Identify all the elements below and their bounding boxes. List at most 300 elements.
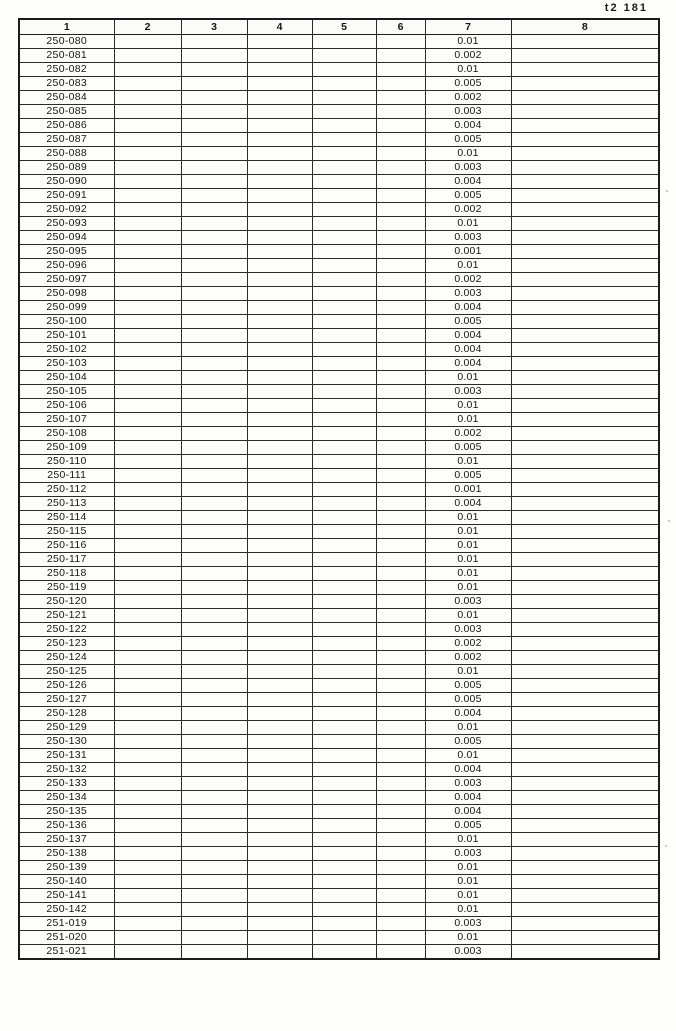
empty-cell xyxy=(376,525,425,539)
empty-cell xyxy=(312,287,376,301)
table-row xyxy=(19,189,659,203)
empty-cell xyxy=(312,399,376,413)
row-id-cell: 250-112 xyxy=(19,483,114,497)
empty-cell xyxy=(247,343,312,357)
table-row xyxy=(19,693,659,707)
empty-cell xyxy=(312,413,376,427)
empty-cell xyxy=(312,595,376,609)
empty-cell xyxy=(312,301,376,315)
empty-cell xyxy=(114,623,181,637)
row-id-cell: 250-110 xyxy=(19,455,114,469)
row-value-cell: 0.01 xyxy=(425,525,511,539)
empty-cell xyxy=(181,903,247,917)
empty-cell xyxy=(376,861,425,875)
empty-cell xyxy=(376,567,425,581)
row-id-cell: 250-086 xyxy=(19,119,114,133)
empty-cell xyxy=(247,875,312,889)
empty-cell xyxy=(511,273,659,287)
empty-cell xyxy=(511,259,659,273)
table-row xyxy=(19,567,659,581)
empty-cell xyxy=(312,511,376,525)
empty-cell xyxy=(376,63,425,77)
row-value-cell: 0.003 xyxy=(425,945,511,960)
row-id-cell: 250-105 xyxy=(19,385,114,399)
empty-cell xyxy=(376,301,425,315)
row-id-cell: 250-087 xyxy=(19,133,114,147)
table-row xyxy=(19,623,659,637)
row-value-cell: 0.004 xyxy=(425,805,511,819)
empty-cell xyxy=(312,161,376,175)
row-id-cell: 250-084 xyxy=(19,91,114,105)
empty-cell xyxy=(511,49,659,63)
row-value-cell: 0.003 xyxy=(425,105,511,119)
empty-cell xyxy=(114,35,181,49)
empty-cell xyxy=(247,273,312,287)
empty-cell xyxy=(312,217,376,231)
table-row xyxy=(19,805,659,819)
row-id-cell: 250-111 xyxy=(19,469,114,483)
table-row xyxy=(19,595,659,609)
empty-cell xyxy=(247,287,312,301)
row-value-cell: 0.002 xyxy=(425,427,511,441)
empty-cell xyxy=(181,763,247,777)
table-row xyxy=(19,525,659,539)
empty-cell xyxy=(114,707,181,721)
empty-cell xyxy=(312,791,376,805)
empty-cell xyxy=(247,49,312,63)
scan-speck xyxy=(666,190,668,192)
row-value-cell: 0.01 xyxy=(425,371,511,385)
empty-cell xyxy=(181,567,247,581)
empty-cell xyxy=(247,217,312,231)
row-value-cell: 0.005 xyxy=(425,469,511,483)
empty-cell xyxy=(511,161,659,175)
empty-cell xyxy=(376,763,425,777)
column-header: 6 xyxy=(376,19,425,35)
empty-cell xyxy=(181,77,247,91)
empty-cell xyxy=(511,525,659,539)
column-header: 8 xyxy=(511,19,659,35)
empty-cell xyxy=(312,119,376,133)
empty-cell xyxy=(181,49,247,63)
empty-cell xyxy=(247,833,312,847)
row-id-cell: 250-125 xyxy=(19,665,114,679)
empty-cell xyxy=(312,623,376,637)
empty-cell xyxy=(511,385,659,399)
empty-cell xyxy=(511,343,659,357)
empty-cell xyxy=(376,665,425,679)
empty-cell xyxy=(181,637,247,651)
empty-cell xyxy=(114,483,181,497)
empty-cell xyxy=(181,329,247,343)
table-row xyxy=(19,91,659,105)
empty-cell xyxy=(511,413,659,427)
empty-cell xyxy=(376,819,425,833)
empty-cell xyxy=(511,735,659,749)
empty-cell xyxy=(312,917,376,931)
empty-cell xyxy=(376,469,425,483)
empty-cell xyxy=(376,623,425,637)
empty-cell xyxy=(114,875,181,889)
empty-cell xyxy=(511,777,659,791)
empty-cell xyxy=(247,693,312,707)
row-value-cell: 0.01 xyxy=(425,931,511,945)
empty-cell xyxy=(376,735,425,749)
empty-cell xyxy=(247,581,312,595)
empty-cell xyxy=(247,161,312,175)
row-id-cell: 250-103 xyxy=(19,357,114,371)
table-row xyxy=(19,735,659,749)
empty-cell xyxy=(511,231,659,245)
empty-cell xyxy=(376,287,425,301)
column-header: 2 xyxy=(114,19,181,35)
empty-cell xyxy=(376,231,425,245)
empty-cell xyxy=(376,189,425,203)
row-value-cell: 0.01 xyxy=(425,581,511,595)
row-id-cell: 250-117 xyxy=(19,553,114,567)
empty-cell xyxy=(181,539,247,553)
row-id-cell: 250-127 xyxy=(19,693,114,707)
empty-cell xyxy=(114,231,181,245)
row-id-cell: 250-090 xyxy=(19,175,114,189)
table-row xyxy=(19,77,659,91)
empty-cell xyxy=(312,679,376,693)
empty-cell xyxy=(114,441,181,455)
empty-cell xyxy=(247,441,312,455)
empty-cell xyxy=(511,903,659,917)
empty-cell xyxy=(511,175,659,189)
row-id-cell: 250-139 xyxy=(19,861,114,875)
empty-cell xyxy=(181,231,247,245)
row-value-cell: 0.003 xyxy=(425,161,511,175)
empty-cell xyxy=(312,91,376,105)
empty-cell xyxy=(114,861,181,875)
empty-cell xyxy=(511,651,659,665)
empty-cell xyxy=(247,637,312,651)
empty-cell xyxy=(511,105,659,119)
empty-cell xyxy=(247,35,312,49)
row-value-cell: 0.004 xyxy=(425,119,511,133)
empty-cell xyxy=(511,441,659,455)
empty-cell xyxy=(376,119,425,133)
empty-cell xyxy=(511,819,659,833)
empty-cell xyxy=(247,679,312,693)
empty-cell xyxy=(376,917,425,931)
table-row xyxy=(19,203,659,217)
row-id-cell: 250-131 xyxy=(19,749,114,763)
table-row xyxy=(19,903,659,917)
empty-cell xyxy=(181,175,247,189)
empty-cell xyxy=(114,315,181,329)
empty-cell xyxy=(247,917,312,931)
row-id-cell: 250-096 xyxy=(19,259,114,273)
row-value-cell: 0.005 xyxy=(425,315,511,329)
empty-cell xyxy=(181,805,247,819)
empty-cell xyxy=(376,791,425,805)
row-value-cell: 0.002 xyxy=(425,91,511,105)
row-id-cell: 250-080 xyxy=(19,35,114,49)
empty-cell xyxy=(511,133,659,147)
empty-cell xyxy=(312,553,376,567)
empty-cell xyxy=(376,945,425,960)
empty-cell xyxy=(511,553,659,567)
empty-cell xyxy=(312,203,376,217)
empty-cell xyxy=(181,63,247,77)
empty-cell xyxy=(511,35,659,49)
table-row xyxy=(19,637,659,651)
row-value-cell: 0.002 xyxy=(425,651,511,665)
empty-cell xyxy=(247,455,312,469)
empty-cell xyxy=(376,91,425,105)
empty-cell xyxy=(511,679,659,693)
row-id-cell: 250-081 xyxy=(19,49,114,63)
table-row xyxy=(19,161,659,175)
empty-cell xyxy=(376,553,425,567)
empty-cell xyxy=(114,595,181,609)
row-value-cell: 0.004 xyxy=(425,175,511,189)
empty-cell xyxy=(114,917,181,931)
empty-cell xyxy=(247,329,312,343)
row-value-cell: 0.01 xyxy=(425,553,511,567)
empty-cell xyxy=(312,525,376,539)
empty-cell xyxy=(247,525,312,539)
empty-cell xyxy=(511,931,659,945)
empty-cell xyxy=(181,35,247,49)
empty-cell xyxy=(181,777,247,791)
empty-cell xyxy=(312,931,376,945)
empty-cell xyxy=(511,511,659,525)
table-header-row xyxy=(19,19,659,35)
row-id-cell: 250-118 xyxy=(19,567,114,581)
empty-cell xyxy=(312,371,376,385)
empty-cell xyxy=(312,147,376,161)
empty-cell xyxy=(511,707,659,721)
empty-cell xyxy=(114,553,181,567)
empty-cell xyxy=(114,525,181,539)
empty-cell xyxy=(181,315,247,329)
empty-cell xyxy=(181,945,247,960)
empty-cell xyxy=(376,315,425,329)
row-value-cell: 0.003 xyxy=(425,287,511,301)
row-id-cell: 250-102 xyxy=(19,343,114,357)
empty-cell xyxy=(376,35,425,49)
empty-cell xyxy=(511,203,659,217)
empty-cell xyxy=(247,847,312,861)
empty-cell xyxy=(511,847,659,861)
empty-cell xyxy=(114,245,181,259)
empty-cell xyxy=(114,399,181,413)
empty-cell xyxy=(181,665,247,679)
empty-cell xyxy=(312,133,376,147)
empty-cell xyxy=(376,805,425,819)
empty-cell xyxy=(511,77,659,91)
empty-cell xyxy=(181,455,247,469)
empty-cell xyxy=(181,917,247,931)
empty-cell xyxy=(247,413,312,427)
row-value-cell: 0.01 xyxy=(425,665,511,679)
empty-cell xyxy=(376,161,425,175)
empty-cell xyxy=(312,343,376,357)
empty-cell xyxy=(376,399,425,413)
empty-cell xyxy=(312,861,376,875)
row-id-cell: 250-135 xyxy=(19,805,114,819)
empty-cell xyxy=(376,483,425,497)
empty-cell xyxy=(312,735,376,749)
empty-cell xyxy=(114,567,181,581)
empty-cell xyxy=(181,203,247,217)
empty-cell xyxy=(114,161,181,175)
empty-cell xyxy=(181,553,247,567)
empty-cell xyxy=(376,259,425,273)
empty-cell xyxy=(511,399,659,413)
empty-cell xyxy=(247,861,312,875)
empty-cell xyxy=(181,245,247,259)
empty-cell xyxy=(511,147,659,161)
empty-cell xyxy=(376,637,425,651)
empty-cell xyxy=(511,889,659,903)
empty-cell xyxy=(181,357,247,371)
empty-cell xyxy=(511,91,659,105)
row-value-cell: 0.01 xyxy=(425,889,511,903)
table-row xyxy=(19,301,659,315)
row-value-cell: 0.004 xyxy=(425,343,511,357)
empty-cell xyxy=(511,371,659,385)
table-row xyxy=(19,49,659,63)
row-value-cell: 0.01 xyxy=(425,875,511,889)
row-id-cell: 250-107 xyxy=(19,413,114,427)
table-row xyxy=(19,539,659,553)
table-row xyxy=(19,763,659,777)
empty-cell xyxy=(247,903,312,917)
empty-cell xyxy=(181,707,247,721)
empty-cell xyxy=(376,511,425,525)
column-header: 7 xyxy=(425,19,511,35)
row-id-cell: 250-100 xyxy=(19,315,114,329)
empty-cell xyxy=(114,763,181,777)
row-value-cell: 0.01 xyxy=(425,609,511,623)
empty-cell xyxy=(511,917,659,931)
row-value-cell: 0.002 xyxy=(425,203,511,217)
table-row xyxy=(19,875,659,889)
empty-cell xyxy=(312,441,376,455)
table-row xyxy=(19,497,659,511)
empty-cell xyxy=(312,483,376,497)
empty-cell xyxy=(376,441,425,455)
empty-cell xyxy=(181,595,247,609)
empty-cell xyxy=(376,721,425,735)
empty-cell xyxy=(312,427,376,441)
empty-cell xyxy=(312,665,376,679)
empty-cell xyxy=(376,833,425,847)
empty-cell xyxy=(114,385,181,399)
empty-cell xyxy=(376,595,425,609)
table-row xyxy=(19,133,659,147)
empty-cell xyxy=(247,259,312,273)
row-id-cell: 250-095 xyxy=(19,245,114,259)
empty-cell xyxy=(181,469,247,483)
table-row xyxy=(19,889,659,903)
table-row xyxy=(19,385,659,399)
table-row xyxy=(19,273,659,287)
empty-cell xyxy=(312,63,376,77)
empty-cell xyxy=(312,833,376,847)
row-value-cell: 0.002 xyxy=(425,49,511,63)
empty-cell xyxy=(181,721,247,735)
row-id-cell: 250-134 xyxy=(19,791,114,805)
empty-cell xyxy=(312,581,376,595)
empty-cell xyxy=(181,889,247,903)
empty-cell xyxy=(247,889,312,903)
empty-cell xyxy=(247,665,312,679)
empty-cell xyxy=(114,175,181,189)
empty-cell xyxy=(376,651,425,665)
table-row xyxy=(19,945,659,960)
empty-cell xyxy=(247,91,312,105)
empty-cell xyxy=(114,77,181,91)
column-header: 4 xyxy=(247,19,312,35)
empty-cell xyxy=(312,357,376,371)
empty-cell xyxy=(181,749,247,763)
empty-cell xyxy=(247,371,312,385)
table-row xyxy=(19,777,659,791)
empty-cell xyxy=(511,427,659,441)
empty-cell xyxy=(181,875,247,889)
empty-cell xyxy=(312,329,376,343)
empty-cell xyxy=(181,259,247,273)
empty-cell xyxy=(181,91,247,105)
empty-cell xyxy=(114,469,181,483)
empty-cell xyxy=(114,259,181,273)
row-value-cell: 0.01 xyxy=(425,721,511,735)
row-value-cell: 0.003 xyxy=(425,623,511,637)
empty-cell xyxy=(114,105,181,119)
empty-cell xyxy=(181,301,247,315)
row-id-cell: 250-122 xyxy=(19,623,114,637)
empty-cell xyxy=(181,525,247,539)
empty-cell xyxy=(312,539,376,553)
empty-cell xyxy=(114,847,181,861)
empty-cell xyxy=(376,679,425,693)
empty-cell xyxy=(511,945,659,960)
empty-cell xyxy=(376,105,425,119)
table-row xyxy=(19,749,659,763)
row-value-cell: 0.005 xyxy=(425,679,511,693)
empty-cell xyxy=(247,315,312,329)
empty-cell xyxy=(376,245,425,259)
empty-cell xyxy=(312,945,376,960)
empty-cell xyxy=(312,315,376,329)
empty-cell xyxy=(114,63,181,77)
row-value-cell: 0.01 xyxy=(425,35,511,49)
empty-cell xyxy=(114,819,181,833)
row-value-cell: 0.01 xyxy=(425,413,511,427)
empty-cell xyxy=(376,175,425,189)
row-value-cell: 0.001 xyxy=(425,483,511,497)
table-row xyxy=(19,511,659,525)
empty-cell xyxy=(376,413,425,427)
empty-cell xyxy=(312,469,376,483)
empty-cell xyxy=(511,119,659,133)
empty-cell xyxy=(247,175,312,189)
empty-cell xyxy=(511,637,659,651)
row-id-cell: 250-120 xyxy=(19,595,114,609)
empty-cell xyxy=(114,147,181,161)
empty-cell xyxy=(114,945,181,960)
empty-cell xyxy=(511,833,659,847)
empty-cell xyxy=(247,791,312,805)
row-id-cell: 250-114 xyxy=(19,511,114,525)
empty-cell xyxy=(181,483,247,497)
